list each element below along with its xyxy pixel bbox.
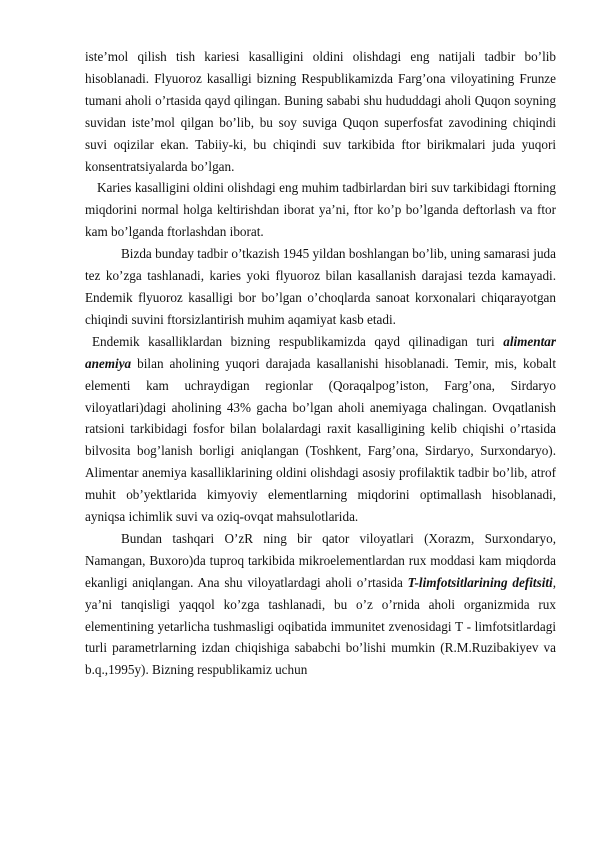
paragraph-fluoridation-history [85, 243, 556, 331]
paragraph-text: iste’mol qilish tish kariesi kasalligini oldini olishdagi eng natijali tadbir bo’lib hisoblanadi. Flyuoroz kasalligi bizning Respublikamizda Farg’ona viloyatining Frunze tumani aholi o’rtasida qayd qilingan. Buning sababi shu hududdagi aholi Quqon soyning suvidan iste’mol qilgan bo’lib, bu soy suviga Quqon superfosfat zavodining chiqindi suvi oqizilar ekan. Tabiiy-ki, bu chiqindi suv tarkibida ftor birikmalari juda yuqori konsentratsiyalarda bo’lgan. [85, 49, 556, 174]
paragraph-zinc-deficiency [85, 528, 556, 681]
emphasized-term: alimentar anemiya [85, 333, 556, 371]
document-page [85, 46, 556, 681]
paragraph-text: Karies kasalligini oldini olishdagi eng muhim tadbirlardan biri suv tarkibidagi ftorning miqdorini normal holga keltirishdan iborat ya’ni, ftor ko’p bo’lganda deftorlash va ftor kam bo’lganda ftorlashdan iborat. [85, 180, 556, 240]
paragraph-fluorosis-intro [85, 46, 556, 177]
paragraph-text: bilan aholining yuqori darajada kasallanishi hisoblanadi. Temir, mis, kobalt elementi kam uchraydigan regionlar (Qoraqalpog’iston, Farg’ona, Sirdaryo viloyatlari)dagi aholining 43% gacha bo’lgan aholi anemiyaga chalingan. Ovqatlanish ratsioni tarkibidagi fosfor bilan bolalardagi raxit kasalligining kelib chiqishi o’rtasida bilvosita bog’lanish borligi aniqlangan (Toshkent, Farg’ona, Sirdaryo, Surxondaryo). Alimentar anemiya kasalliklarining oldini olishdagi asosiy profilaktik tadbir bo’lib, atrof muhit ob’yektlarida kimyoviy elementlarning miqdorini optimallash hisoblanadi, ayniqsa ichimlik suvi va oziq-ovqat mahsulotlarida. [85, 355, 556, 525]
emphasized-term: T-limfotsitlarining defitsiti [407, 574, 553, 590]
paragraph-alimentary-anemia [85, 331, 556, 528]
paragraph-text: Endemik kasalliklardan bizning respublikamizda qayd qilinadigan turi [92, 333, 504, 349]
paragraph-caries-prevention [85, 177, 556, 243]
paragraph-text: , ya’ni tanqisligi yaqqol ko’zga tashlanadi, bu o’z o’rnida aholi organizmida rux elementining yetarlicha tushmasligi oqibatida immunitet zvenosidagi T - limfotsitlardagi turli parametrlarning izdan chiqishiga sababchi bo’lishi mumkin (R.M.Ruzibakiyev va b.q.,1995y). Bizning respublikamiz uchun [85, 574, 556, 678]
paragraph-text: Bundan tashqari O’zR ning bir qator viloyatlari (Xorazm, Surxondaryo, Namangan, Buxoro)da tuproq tarkibida mikroelementlardan rux moddasi kam miqdorda ekanligi aniqlangan. Ana shu viloyatlardagi aholi o’rtasida [85, 530, 556, 590]
paragraph-text: Bizda bunday tadbir o’tkazish 1945 yildan boshlangan bo’lib, uning samarasi juda tez ko’zga tashlanadi, karies yoki flyuoroz bilan kasallanish darajasi tezda kamayadi. Endemik flyuoroz kasalligi bor bo’lgan o’choqlarda sanoat korxonalari chiqarayotgan chiqindi suvini ftorsizlantirish muhim aqamiyat kasb etadi. [85, 246, 556, 327]
